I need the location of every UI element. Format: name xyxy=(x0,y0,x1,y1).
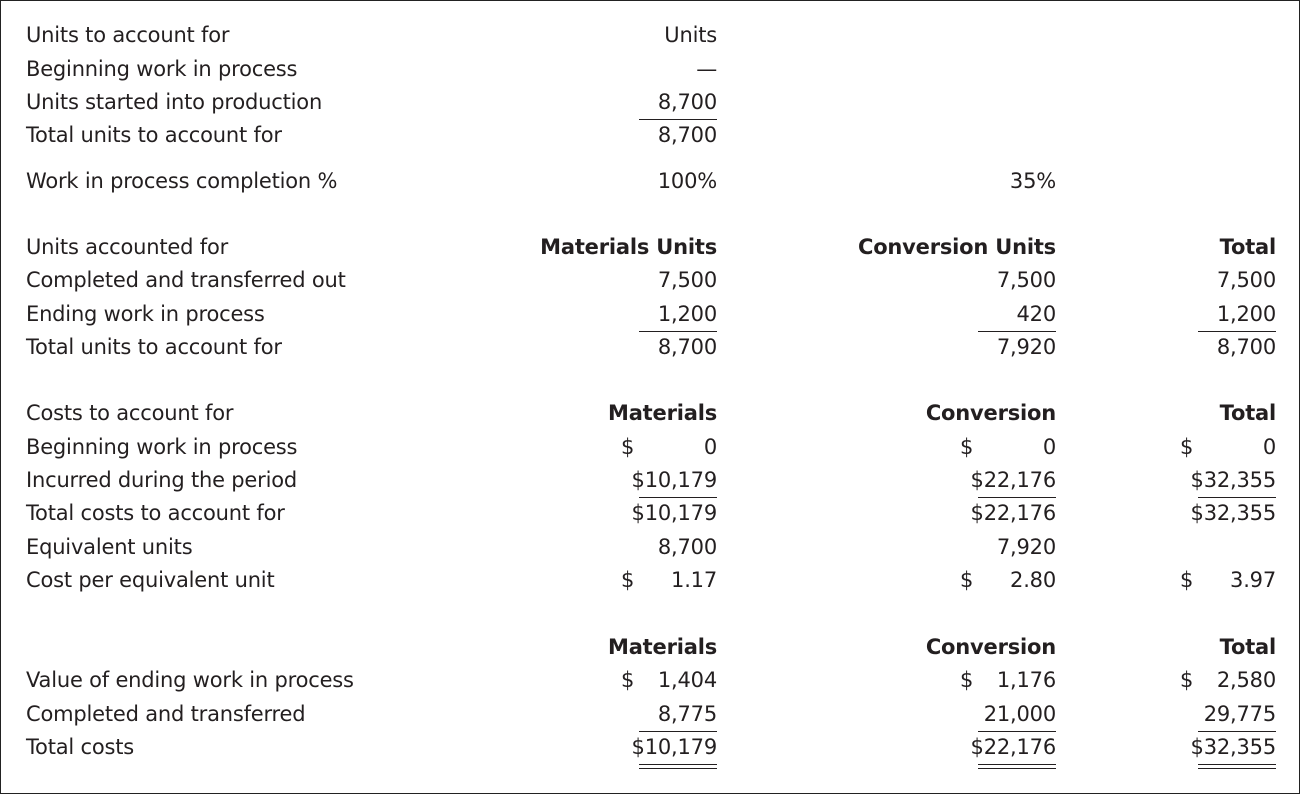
value-cell xyxy=(946,732,1056,762)
cell-value: Materials xyxy=(608,401,717,425)
row-label: Total units to account for xyxy=(26,123,282,147)
currency-symbol: $ xyxy=(960,435,974,459)
cell-value: 7,500 xyxy=(657,268,717,292)
value-cell xyxy=(946,332,1056,362)
cell-value: 0 xyxy=(1262,435,1276,459)
value-cell xyxy=(607,120,717,150)
value-cell xyxy=(1166,732,1276,762)
column-header xyxy=(1166,232,1276,262)
row-label: Total costs to account for xyxy=(26,501,285,525)
cell-value: 1,200 xyxy=(657,302,717,326)
value-cell xyxy=(946,299,1056,329)
report-row xyxy=(1,265,1299,295)
cell-value: 8,700 xyxy=(657,123,717,147)
value-cell xyxy=(607,732,717,762)
cell-value: $32,355 xyxy=(1190,735,1276,759)
cell-value: 1,200 xyxy=(1216,302,1276,326)
value-cell xyxy=(607,699,717,729)
cell-value: 7,500 xyxy=(996,268,1056,292)
value-cell xyxy=(607,665,717,695)
cell-value: 8,700 xyxy=(657,90,717,114)
cell-value: $22,176 xyxy=(970,735,1056,759)
report-row xyxy=(1,665,1299,695)
cell-value: Materials xyxy=(608,635,717,659)
cell-value: Total xyxy=(1219,235,1276,259)
row-label: Units to account for xyxy=(26,23,230,47)
value-cell xyxy=(607,532,717,562)
value-cell xyxy=(1166,498,1276,528)
cell-value: 7,500 xyxy=(1216,268,1276,292)
report-row xyxy=(1,732,1299,762)
column-header xyxy=(925,398,1056,428)
value-cell xyxy=(607,54,717,84)
currency-symbol: $ xyxy=(960,568,974,592)
cell-value: — xyxy=(696,57,717,81)
cell-value: Conversion Units xyxy=(857,235,1056,259)
cell-value: $10,179 xyxy=(631,735,717,759)
value-cell xyxy=(946,532,1056,562)
cell-value: 3.97 xyxy=(1230,568,1276,592)
cell-value: $10,179 xyxy=(631,468,717,492)
cell-value: Conversion xyxy=(925,401,1056,425)
value-cell xyxy=(1166,465,1276,495)
report-row xyxy=(1,565,1299,595)
report-row xyxy=(1,166,1299,196)
row-label: Equivalent units xyxy=(26,535,193,559)
cell-value: 29,775 xyxy=(1203,702,1276,726)
report-row xyxy=(1,299,1299,329)
cell-value: Conversion xyxy=(925,635,1056,659)
value-cell xyxy=(1166,699,1276,729)
report-row xyxy=(1,20,1299,50)
column-header xyxy=(1166,632,1276,662)
currency-symbol: $ xyxy=(1180,668,1194,692)
report-row xyxy=(1,498,1299,528)
cell-value: 35% xyxy=(1009,169,1056,193)
currency-symbol: $ xyxy=(621,668,635,692)
value-cell xyxy=(946,665,1056,695)
value-cell xyxy=(946,432,1056,462)
report-row xyxy=(1,465,1299,495)
row-label: Costs to account for xyxy=(26,401,234,425)
column-header xyxy=(925,632,1056,662)
row-label: Total costs xyxy=(26,735,135,759)
double-underline xyxy=(978,764,1056,769)
value-cell xyxy=(1166,432,1276,462)
cell-value: 420 xyxy=(1016,302,1056,326)
report-row xyxy=(1,398,1299,428)
double-underline xyxy=(1198,764,1276,769)
value-cell xyxy=(607,87,717,117)
value-cell xyxy=(946,498,1056,528)
column-header xyxy=(836,232,1056,262)
double-underline xyxy=(639,764,717,769)
cell-value: 1,176 xyxy=(996,668,1056,692)
row-label: Units accounted for xyxy=(26,235,229,259)
report-row xyxy=(1,87,1299,117)
row-label: Value of ending work in process xyxy=(26,668,354,692)
cell-value: $22,176 xyxy=(970,468,1056,492)
value-cell xyxy=(1166,665,1276,695)
cell-value: 7,920 xyxy=(996,535,1056,559)
row-label: Beginning work in process xyxy=(26,435,298,459)
cell-value: 8,700 xyxy=(1216,335,1276,359)
cell-value: $10,179 xyxy=(631,501,717,525)
report-row xyxy=(1,432,1299,462)
cell-value: 21,000 xyxy=(983,702,1056,726)
value-cell xyxy=(607,166,717,196)
value-cell xyxy=(946,166,1056,196)
value-cell xyxy=(607,498,717,528)
row-label: Beginning work in process xyxy=(26,57,298,81)
cell-value: Units xyxy=(664,23,717,47)
value-cell xyxy=(607,299,717,329)
value-cell xyxy=(607,565,717,595)
value-cell xyxy=(1166,299,1276,329)
report-row xyxy=(1,332,1299,362)
row-label: Completed and transferred xyxy=(26,702,306,726)
report-row xyxy=(1,120,1299,150)
value-cell xyxy=(1166,332,1276,362)
column-header xyxy=(607,632,717,662)
value-cell xyxy=(607,265,717,295)
value-cell xyxy=(607,465,717,495)
cell-value: 8,775 xyxy=(657,702,717,726)
column-header xyxy=(1166,398,1276,428)
row-label: Incurred during the period xyxy=(26,468,297,492)
cell-value: Total xyxy=(1219,401,1276,425)
value-cell xyxy=(946,699,1056,729)
currency-symbol: $ xyxy=(960,668,974,692)
row-label: Ending work in process xyxy=(26,302,265,326)
row-label: Completed and transferred out xyxy=(26,268,346,292)
cell-value: 8,700 xyxy=(657,535,717,559)
report-row xyxy=(1,54,1299,84)
value-cell xyxy=(1166,265,1276,295)
currency-symbol: $ xyxy=(621,435,635,459)
value-cell xyxy=(1166,565,1276,595)
cell-value: $32,355 xyxy=(1190,468,1276,492)
value-cell xyxy=(946,265,1056,295)
value-cell xyxy=(607,432,717,462)
report-row xyxy=(1,632,1299,662)
cell-value: 1.17 xyxy=(671,568,717,592)
currency-symbol: $ xyxy=(1180,568,1194,592)
report-row xyxy=(1,532,1299,562)
row-label: Units started into production xyxy=(26,90,323,114)
row-label: Total units to account for xyxy=(26,335,282,359)
cell-value: $32,355 xyxy=(1190,501,1276,525)
cell-value: 100% xyxy=(657,169,717,193)
value-cell xyxy=(946,565,1056,595)
row-label: Work in process completion % xyxy=(26,169,338,193)
cell-value: Materials Units xyxy=(540,235,717,259)
cell-value: 8,700 xyxy=(657,335,717,359)
currency-symbol: $ xyxy=(1180,435,1194,459)
cell-value: Total xyxy=(1219,635,1276,659)
cell-value: 7,920 xyxy=(996,335,1056,359)
cell-value: 2.80 xyxy=(1010,568,1056,592)
cell-value: 0 xyxy=(1042,435,1056,459)
row-label: Cost per equivalent unit xyxy=(26,568,275,592)
cell-value: 0 xyxy=(703,435,717,459)
currency-symbol: $ xyxy=(621,568,635,592)
value-cell xyxy=(946,465,1056,495)
cell-value: 1,404 xyxy=(657,668,717,692)
report-row xyxy=(1,699,1299,729)
column-header xyxy=(497,232,717,262)
report-row xyxy=(1,232,1299,262)
value-cell xyxy=(607,332,717,362)
cell-value: 2,580 xyxy=(1216,668,1276,692)
value-cell xyxy=(607,20,717,50)
cell-value: $22,176 xyxy=(970,501,1056,525)
column-header xyxy=(607,398,717,428)
